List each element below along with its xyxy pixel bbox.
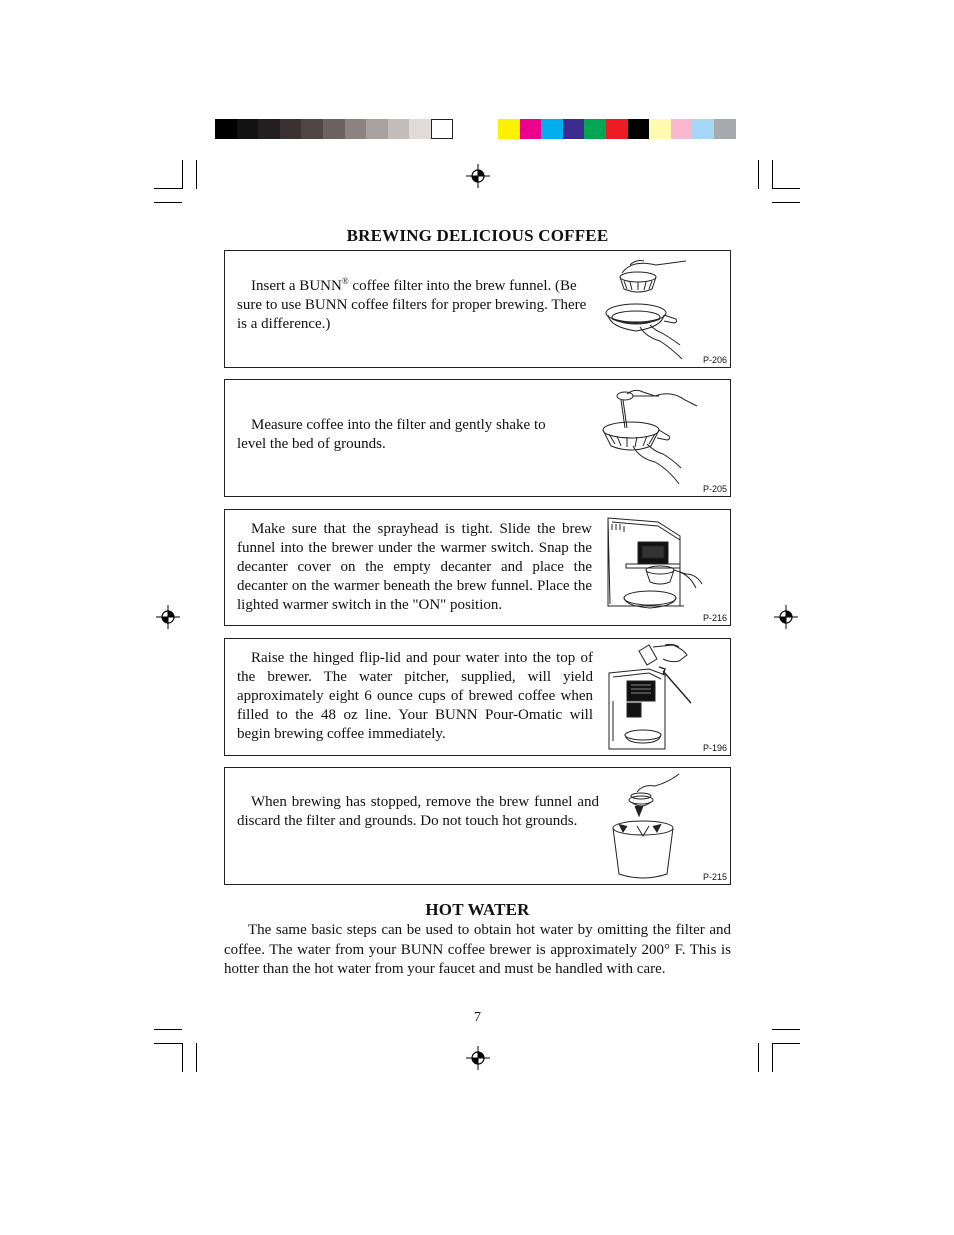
step-box-2: [224, 379, 731, 497]
step-box-3: [224, 509, 731, 626]
figure-code: P-206: [702, 355, 727, 365]
gray-swatch: [388, 119, 410, 139]
crop-mark: [182, 160, 183, 189]
gray-swatch: [409, 119, 431, 139]
step-box-4: [224, 638, 731, 756]
crop-mark: [772, 1043, 800, 1044]
measure-coffee-illustration: [597, 382, 702, 488]
registration-target-icon: [466, 164, 490, 188]
figure-code: P-205: [702, 484, 727, 494]
color-swatch: [520, 119, 542, 139]
brewer-funnel-illustration: [600, 512, 705, 614]
step-4-text: Raise the hinged flip-lid and pour water into the top of the brewer. The water pitcher, supplied, will yield approximately eight 6 ounce cups of brewed coffee when filled to the 48 oz line. Your BUNN Pour-Omatic will begin brewing coffee immediately.: [237, 650, 593, 742]
color-swatch: [563, 119, 585, 139]
page-title: BREWING DELICIOUS COFFEE: [346, 226, 609, 245]
gray-swatch: [215, 119, 237, 139]
gray-swatch: [345, 119, 367, 139]
crop-mark: [772, 1043, 773, 1072]
gray-swatch: [366, 119, 388, 139]
crop-mark: [196, 160, 197, 189]
crop-mark: [154, 188, 182, 189]
crop-mark: [154, 1043, 182, 1044]
step-5-text: When brewing has stopped, remove the brew funnel and discard the filter and grounds. Do not touch hot grounds.: [237, 794, 599, 829]
gray-swatch: [323, 119, 345, 139]
color-swatch: [498, 119, 520, 139]
crop-mark: [772, 1029, 800, 1030]
color-swatch: [584, 119, 606, 139]
step-2-text: Measure coffee into the filter and gently shake to level the bed of grounds.: [237, 417, 546, 452]
registration-target-icon: [774, 605, 798, 629]
step-1-text: Insert a BUNN® coffee filter into the brew funnel. (Be sure to use BUNN coffee filters for proper brewing. There is a difference.): [237, 276, 587, 332]
crop-mark: [758, 1043, 759, 1072]
gray-swatch: [258, 119, 280, 139]
crop-mark: [772, 188, 800, 189]
color-swatch: [628, 119, 650, 139]
color-swatch: [606, 119, 628, 139]
crop-mark: [196, 1043, 197, 1072]
gray-swatch: [280, 119, 302, 139]
step-box-5: [224, 767, 731, 885]
discard-grounds-illustration: [607, 772, 697, 880]
registration-target-icon: [466, 1046, 490, 1070]
crop-mark: [154, 1029, 182, 1030]
pour-water-illustration: [605, 643, 705, 753]
crop-mark: [772, 160, 773, 189]
figure-code: P-216: [702, 613, 727, 623]
hot-water-heading: HOT WATER: [425, 900, 530, 919]
gray-swatch: [237, 119, 259, 139]
crop-mark: [772, 202, 800, 203]
crop-mark: [182, 1043, 183, 1072]
crop-mark: [758, 160, 759, 189]
gray-calibration-bar: [215, 119, 453, 139]
page-number: 7: [474, 1010, 481, 1025]
color-swatch: [649, 119, 671, 139]
filter-insert-illustration: [600, 255, 698, 363]
figure-code: P-196: [702, 743, 727, 753]
color-swatch: [714, 119, 736, 139]
color-calibration-bar: [498, 119, 736, 139]
hot-water-paragraph: The same basic steps can be used to obtain hot water by omitting the filter and coffee. The water from your BUNN coffee brewer is approximately 200° F. This is hotter than the hot water from your faucet and must be handled with care.: [224, 922, 731, 977]
step-box-1: [224, 250, 731, 368]
registration-target-icon: [156, 605, 180, 629]
color-swatch: [541, 119, 563, 139]
color-swatch: [671, 119, 693, 139]
gray-swatch: [431, 119, 453, 139]
gray-swatch: [301, 119, 323, 139]
color-swatch: [692, 119, 714, 139]
crop-mark: [154, 202, 182, 203]
figure-code: P-215: [702, 872, 727, 882]
step-3-text: Make sure that the sprayhead is tight. Slide the brew funnel into the brewer under the warmer switch. Snap the decanter cover on the empty decanter and place the decanter on the warmer beneath the brew funnel. Place the lighted warmer switch in the "ON" position.: [237, 521, 592, 613]
